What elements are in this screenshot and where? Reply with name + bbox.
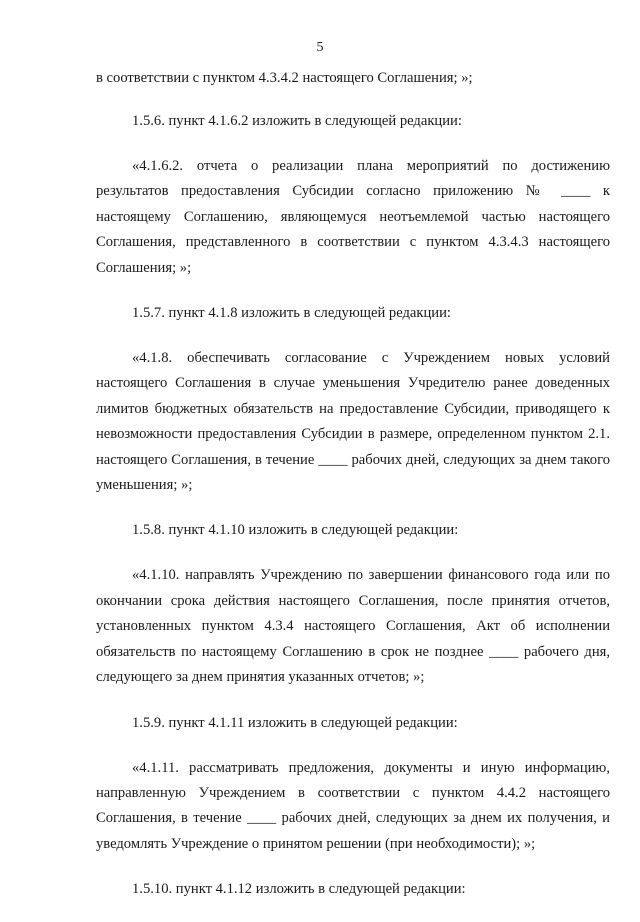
clause-heading-1-5-9: 1.5.9. пункт 4.1.11 изложить в следующей редакции: [132, 714, 458, 731]
clause-heading-1-5-7: 1.5.7. пункт 4.1.8 изложить в следующей редакции: [132, 305, 451, 322]
clause-text-4-1-10: «4.1.10. направлять Учреждению по завершении финансового года или по окончании срока действия настоящего Соглашения, после принятия отчетов, установленных пунктом 4.3.4 настоящего Соглашения, Акт об исполнении обязательств по настоящему Соглашению в срок не позднее ____ рабочего дня, следующего за днем принятия указанных отчетов; »; [96, 567, 610, 686]
clause-text-4-1-6-2: «4.1.6.2. отчета о реализации плана мероприятий по достижению результатов предоставления Субсидии согласно приложению № ____ к настоящему Соглашению, являющемуся неотъемлемой частью настоящего Соглашения, представленного в соответствии с пунктом 4.3.4.3 настоящего Соглашения; »; [96, 158, 610, 276]
paragraph-continuation: в соответствии с пунктом 4.3.4.2 настоящего Соглашения; »; [96, 70, 473, 86]
document-body [96, 68, 610, 922]
clause-heading-1-5-8: 1.5.8. пункт 4.1.10 изложить в следующей редакции: [132, 522, 459, 539]
clause-heading-1-5-10: 1.5.10. пункт 4.1.12 изложить в следующей редакции: [132, 881, 466, 898]
clause-heading-1-5-6: 1.5.6. пункт 4.1.6.2 изложить в следующей редакции: [132, 113, 462, 129]
clause-text-4-1-8: «4.1.8. обеспечивать согласование с Учреждением новых условий настоящего Соглашения в случае уменьшения Учредителю ранее доведенных лимитов бюджетных обязательств на предоставление Субсидии, приводящего к невозможности предоставления Субсидии в размере, определенном пунктом 2.1. настоящего Соглашения, в течение ____ рабочих дней, следующих за днем такого уменьшения; »; [96, 350, 610, 494]
clause-text-4-1-11: «4.1.11. рассматривать предложения, документы и иную информацию, направленную Учреждением в соответствии с пунктом 4.4.2 настоящего Соглашения, в течение ____ рабочих дней, следующих за днем их получения, и уведомлять Учреждение о принятом решении (при необходимости); »; [96, 759, 610, 852]
page-number: 5 [316, 40, 324, 55]
